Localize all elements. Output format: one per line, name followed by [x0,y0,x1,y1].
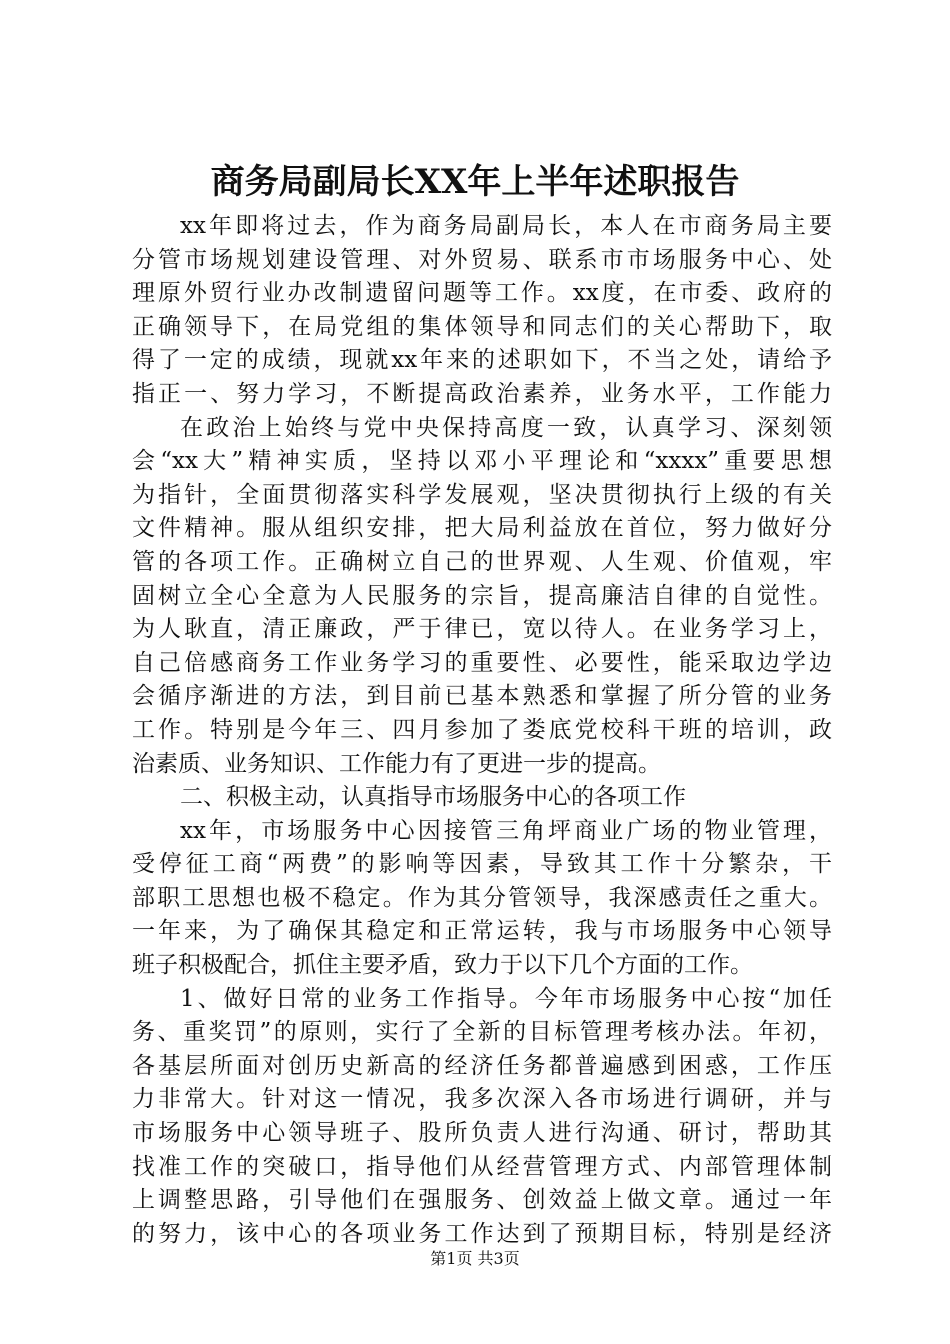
paragraph-line: 会循序渐进的方法，到目前已基本熟悉和掌握了所分管的业务 [132,683,832,710]
document-title: 商务局副局长XX年上半年述职报告 [210,162,740,202]
document-body [132,210,832,1251]
paragraph-line: 得了一定的成绩，现就xx年来的述职如下，不当之处，请给予 [132,347,832,374]
paragraph-line: 在政治上始终与党中央保持高度一致，认真学习、深刻领 [180,414,832,441]
paragraph-line: 部职工思想也极不稳定。作为其分管领导，我深感责任之重大。 [132,884,832,911]
paragraph-line: 受停征工商“两费”的影响等因素，导致其工作十分繁杂，干 [132,851,832,878]
paragraph-line: xx年，市场服务中心因接管三角坪商业广场的物业管理， [180,817,832,844]
paragraph-line: 固树立全心全意为人民服务的宗旨，提高廉洁自律的自觉性。 [132,582,832,609]
section-heading: 二、积极主动，认真指导市场服务中心的各项工作 [180,784,686,811]
paragraph-line: 1、做好日常的业务工作指导。今年市场服务中心按“加任 [180,985,832,1012]
paragraph-line: 上调整思路，引导他们在强服务、创效益上做文章。通过一年 [132,1187,832,1214]
paragraph-line: 正确领导下，在局党组的集体领导和同志们的关心帮助下，取 [132,313,832,340]
paragraph-line: 为指针，全面贯彻落实科学发展观，坚决贯彻执行上级的有关 [132,481,832,508]
paragraph-line: 分管市场规划建设管理、对外贸易、联系市市场服务中心、处 [132,246,832,273]
paragraph-line: 治素质、业务知识、工作能力有了更进一步的提高。 [132,750,661,777]
paragraph-line: 理原外贸行业办改制遗留问题等工作。xx度，在市委、政府的 [132,280,832,307]
paragraph-line: 一年来，为了确保其稳定和正常运转，我与市场服务中心领导 [132,918,832,945]
paragraph-line: 工作。特别是今年三、四月参加了娄底党校科干班的培训，政 [132,716,832,743]
paragraph-line: 务、重奖罚”的原则，实行了全新的目标管理考核办法。年初， [132,1019,832,1046]
paragraph-line: 文件精神。服从组织安排，把大局利益放在首位，努力做好分 [132,515,832,542]
paragraph-line: 市场服务中心领导班子、股所负责人进行沟通、研讨，帮助其 [132,1120,832,1147]
page-footer: 第1页 共3页 [430,1249,520,1268]
paragraph-line: 的努力，该中心的各项业务工作达到了预期目标，特别是经济 [132,1220,832,1247]
paragraph-line: 力非常大。针对这一情况，我多次深入各市场进行调研，并与 [132,1086,832,1113]
paragraph-line: 找准工作的突破口，指导他们从经营管理方式、内部管理体制 [132,1153,832,1180]
paragraph-line: 各基层所面对创历史新高的经济任务都普遍感到困惑，工作压 [132,1052,832,1079]
paragraph-line: 管的各项工作。正确树立自己的世界观、人生观、价值观，牢 [132,548,832,575]
paragraph-line: 会“xx大”精神实质，坚持以邓小平理论和“xxxx”重要思想 [132,448,832,475]
paragraph-line: 班子积极配合，抓住主要矛盾，致力于以下几个方面的工作。 [132,952,753,979]
paragraph-line: 自己倍感商务工作业务学习的重要性、必要性，能采取边学边 [132,649,832,676]
paragraph-line: xx年即将过去，作为商务局副局长，本人在市商务局主要 [180,213,832,239]
paragraph-line: 为人耿直，清正廉政，严于律已，宽以待人。在业务学习上， [132,616,832,643]
paragraph-line: 指正一、努力学习，不断提高政治素养，业务水平，工作能力 [132,380,832,407]
